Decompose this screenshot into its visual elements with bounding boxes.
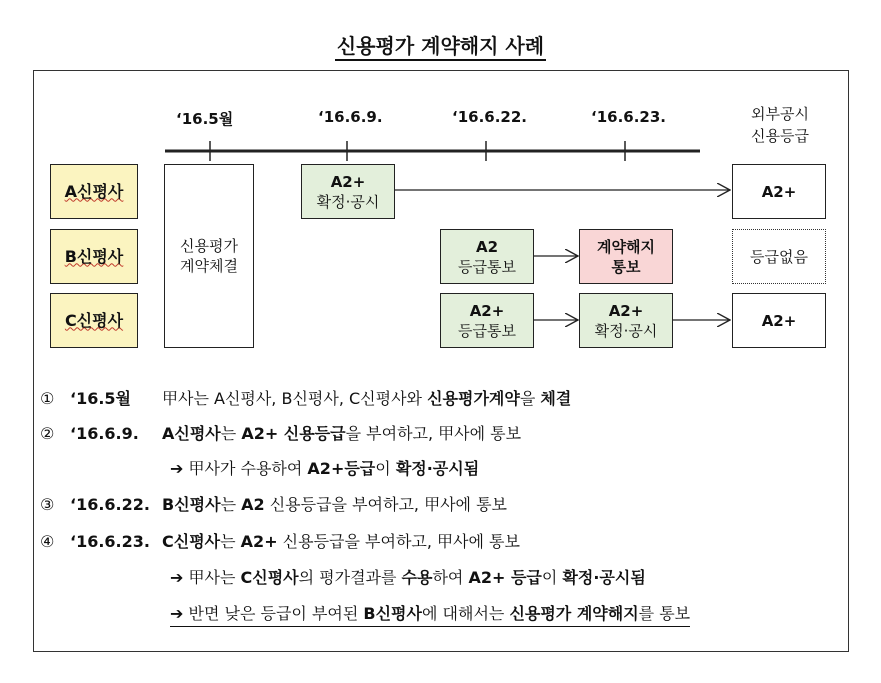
arrow-icon: ➔ bbox=[170, 568, 184, 587]
note-3-agency: B신평사 bbox=[162, 495, 221, 514]
note-4c-text1: 반면 낮은 등급이 부여된 bbox=[188, 604, 364, 623]
arrow-icon: ➔ bbox=[170, 604, 184, 623]
agency-a: A신평사 bbox=[50, 164, 138, 219]
note-2-agency: A신평사 bbox=[162, 424, 221, 443]
note-4-agency: C신평사 bbox=[162, 532, 221, 551]
note-4b-agency: C신평사 bbox=[240, 568, 299, 587]
note-4c bbox=[170, 601, 690, 627]
note-1-text: 甲사는 A신평사, B신평사, C신평사와 bbox=[162, 389, 428, 408]
note-4c-termination: 신용평가 계약해지 bbox=[509, 604, 639, 623]
agency-b: B신평사 bbox=[50, 229, 138, 284]
note-3 bbox=[40, 492, 507, 515]
ext-a-box bbox=[732, 164, 826, 219]
external-header-line1: 외부공시 bbox=[751, 105, 809, 123]
note-4b-status: 확정·공시됨 bbox=[562, 568, 646, 587]
note-1-particle: 을 bbox=[519, 389, 541, 408]
arrow-icon: ➔ bbox=[170, 459, 184, 478]
note-3-number: ③ bbox=[40, 495, 55, 514]
contract-box bbox=[164, 164, 254, 348]
note-4-date: ‘16.6.23. bbox=[70, 532, 150, 551]
note-2b-grade: A2+등급 bbox=[307, 459, 376, 478]
ext-b-grade: 등급없음 bbox=[750, 247, 808, 266]
note-2-text: 을 부여하고, 甲사에 통보 bbox=[345, 424, 522, 443]
b-termination-line1: 계약해지 bbox=[597, 237, 655, 256]
note-4b-text1: 甲사는 bbox=[188, 568, 241, 587]
note-4b-text2: 의 평가결과를 bbox=[298, 568, 402, 587]
note-1-number: ① bbox=[40, 389, 55, 408]
b-termination-line2: 통보 bbox=[611, 257, 641, 276]
a-published-status: 확정·공시 bbox=[316, 192, 380, 211]
b-notice-status: 등급통보 bbox=[458, 257, 516, 276]
note-4b-particle: 이 bbox=[541, 568, 563, 587]
contract-line1: 신용평가 bbox=[180, 237, 238, 255]
note-2-particle: 는 bbox=[220, 424, 242, 443]
note-4-grade: A2+ bbox=[240, 532, 278, 551]
note-4b-accept: 수용 bbox=[401, 568, 433, 587]
note-2b-status: 확정·공시됨 bbox=[395, 459, 480, 478]
b-notice-grade: A2 bbox=[475, 237, 499, 256]
note-2b-particle: 이 bbox=[375, 459, 396, 478]
date-label-4: ‘16.6.23. bbox=[591, 108, 666, 126]
note-4c-text3: 를 통보 bbox=[638, 604, 691, 623]
contract-line2: 계약체결 bbox=[180, 257, 238, 275]
ext-b-box bbox=[732, 229, 826, 284]
note-3-date: ‘16.6.22. bbox=[70, 495, 150, 514]
note-4-number: ④ bbox=[40, 532, 55, 551]
note-4-particle: 는 bbox=[220, 532, 241, 551]
ext-c-box bbox=[732, 293, 826, 348]
note-2-date: ‘16.6.9. bbox=[70, 424, 139, 443]
note-3-grade: A2 bbox=[241, 495, 265, 514]
note-4b-grade: A2+ 등급 bbox=[468, 568, 542, 587]
note-4-text: 신용등급을 부여하고, 甲사에 통보 bbox=[277, 532, 520, 551]
note-3-particle: 는 bbox=[220, 495, 242, 514]
date-label-3: ‘16.6.22. bbox=[452, 108, 527, 126]
note-1-signed: 체결 bbox=[540, 389, 572, 408]
page-title: 신용평가 계약해지 사례 bbox=[0, 30, 881, 59]
note-4b bbox=[170, 565, 646, 588]
external-header-line2: 신용등급 bbox=[751, 127, 809, 145]
a-published-grade: A2+ bbox=[330, 172, 366, 191]
ext-c-grade: A2+ bbox=[761, 311, 797, 330]
external-header bbox=[740, 103, 820, 147]
c-published-status: 확정·공시 bbox=[594, 321, 658, 340]
b-notice-box bbox=[440, 229, 534, 284]
b-termination-box bbox=[579, 229, 673, 284]
note-4b-text3: 하여 bbox=[432, 568, 469, 587]
date-label-1: ‘16.5월 bbox=[176, 110, 234, 128]
c-notice-box bbox=[440, 293, 534, 348]
note-1-contract: 신용평가계약 bbox=[427, 389, 520, 408]
agency-c: C신평사 bbox=[50, 293, 138, 348]
note-1-date: ‘16.5월 bbox=[70, 389, 132, 408]
note-1 bbox=[40, 386, 571, 409]
c-notice-status: 등급통보 bbox=[458, 321, 516, 340]
note-2b bbox=[170, 456, 479, 479]
note-4c-agency: B신평사 bbox=[363, 604, 422, 623]
date-label-2: ‘16.6.9. bbox=[318, 108, 383, 126]
c-published-box bbox=[579, 293, 673, 348]
c-notice-grade: A2+ bbox=[469, 301, 505, 320]
note-2-grade: A2+ 신용등급 bbox=[241, 424, 346, 443]
note-3-text: 신용등급을 부여하고, 甲사에 통보 bbox=[264, 495, 507, 514]
note-2 bbox=[40, 421, 521, 444]
a-published-box bbox=[301, 164, 395, 219]
note-4c-text2: 에 대해서는 bbox=[421, 604, 510, 623]
note-2b-text: 甲사가 수용하여 bbox=[188, 459, 308, 478]
ext-a-grade: A2+ bbox=[761, 182, 797, 201]
note-4 bbox=[40, 529, 520, 552]
c-published-grade: A2+ bbox=[608, 301, 644, 320]
note-2-number: ② bbox=[40, 424, 55, 443]
